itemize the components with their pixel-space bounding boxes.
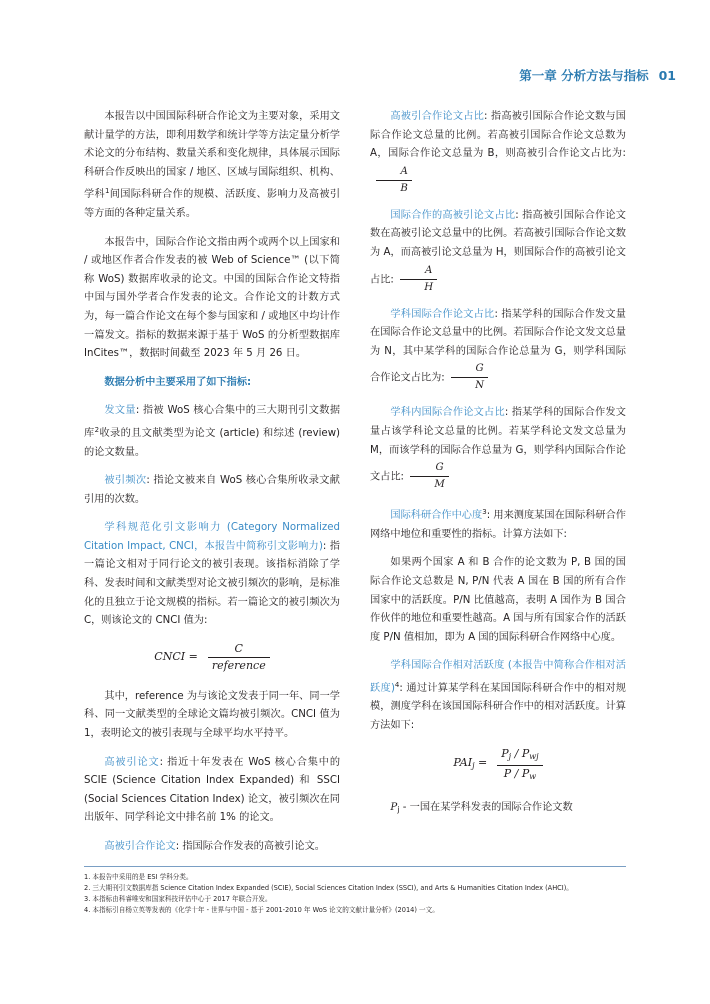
footnote-1: 1. 本报告中采用的是 ESI 学科分类。 [84,873,193,881]
indicators-heading: 数据分析中主要采用了如下指标: [104,376,252,388]
page-number: 01 [658,68,676,83]
r7-definition: 学科国际合作相对活跃度 (本报告中简称合作相对活跃度)$^4$: 通过计算某学科在某国国际科研合作中的相对规模，测度学科在该国国际科研合作中的相对活跃度。计算方法如下: [370,660,626,732]
pj-legend: $P_j$ - 一国在某学科发表的国际合作论文数 [390,801,573,814]
r5-definition: 国际科研合作中心度$^3$: 用来测度某国在国际科研合作网络中地位和重要性的指标。计算方法如下: [370,508,626,540]
r1-definition: 高被引合作论文占比: 指高被引国际合作论文数与国际合作论文总量的比例。若高被引国际合作论文总数为 A，国际合作论文总量为 B，则高被引合作论文占比为: $\frac{A}{B}$ [370,108,626,197]
r2-fraction: $\frac{A}{H}$ [400,263,437,296]
pai-formula: $PAI_j$ = $\frac{P_j / P_{wj}}{P / P_w}$ [370,746,626,785]
r6-paragraph: 如果两个国家 A 和 B 合作的论文数为 P, B 国的国际合作论文总数是 N, P/N 代表 A 国在 B 国的所有合作国家中的活跃度。P/N 比值越高，表明 A 国作为 B 国合作伙伴的地位和重要性越高。A 国与所有国家合作的活跃度 P/N 值相加，即为 A 国的国际科研合作网络中心度。 [370,557,626,643]
intro-paragraph: 本报告以中国国际科研合作论文为主要对象，采用文献计量学的方法，即利用数学和统计学等方法定量分析学术论文的分布结构、数量关系和变化规律，具体展示国际科研合作反映出的国家 / 地区、区域与国际组织、机构、学科$^1$间国际科研合作的规模、活跃度、影响力及高被引等方面的各种定量关系。 [84,111,341,219]
cnci-definition: 学科规范化引文影响力 (Category Normalized Citation Impact, CNCI，本报告中简称引文影响力): 指一篇论文相对于同行论文的被引表现。该指标消除了学科、发表时间和文献类型对论文被引频次的影响，是标准化的且独立于论文规模的指标。若一篇论文的被引频次为 C，则该论文的 CNCI 值为: [84,522,340,627]
footnote-3: 3. 本指标由科睿唯安和国家科技评估中心于 2017 年联合开发。 [84,895,272,903]
r3-definition: 学科国际合作论文占比: 指某学科的国际合作发文量在国际合作论文总量中的比例。若国际合作论文发文总量为 N，其中某学科的国际合作论总量为 G，则学科国际合作论文占比为: $\frac{G}{N}$ [370,306,626,395]
footnote-4: 4. 本指标引自杨立英等发表的《化学十年 - 世界与中国 - 基于 2001-2010 年 WoS 论文的文献计量分析》(2014) 一文。 [84,906,439,914]
beiyin-definition: 被引频次: 指论文被来自 WoS 核心合集所收录文献引用的次数。 [84,475,340,505]
footnote-divider [84,866,626,867]
fawen-definition: 发文量: 指被 WoS 核心合集中的三大期刊引文数据库$^2$收录的且文献类型为论文 (article) 和综述 (review) 的论文数量。 [84,405,341,458]
reference-paragraph: 其中，reference 为与该论文发表于同一年、同一学科、同一文献类型的全球论文篇均被引频次。CNCI 值为 1，表明论文的被引表现与全球平均水平持平。 [84,690,340,740]
footnote-2: 2. 三大期刊引文数据库指 Science Citation Index Expanded (SCIE), Social Sciences Citation Index (SSCI), and Arts & Humanities Citation Index (AHCI)。 [84,884,573,892]
r4-fraction: $\frac{G}{M}$ [410,460,449,493]
definition-paragraph: 本报告中，国际合作论文指由两个或两个以上国家和 / 或地区作者合作发表的被 Web of Science™ (以下简称 WoS) 数据库收录的论文。中国的国际合作论文特指中国与国外学者合作发表的论文。合作论文的计数方式为，每一篇合作论文在每个参与国家和 / 或地区中均计作一篇发文。指标的数据来源于基于 WoS 的分析型数据库 InCites™，数据时间截至 2023 年 5 月 26 日。 [84,236,340,360]
page-header [519,66,676,84]
left-column [84,108,340,867]
chapter-title: 第一章 分析方法与指标 [519,68,649,83]
r2-definition: 国际合作的高被引论文占比: 指高被引国际合作论文数在高被引论文总量中的比例。若高被引国际合作论文数为 A，而高被引论文总量为 H，则国际合作的高被引论文占比: $\frac{A}{H}$ [370,207,626,296]
gaobei-definition: 高被引论文: 指近十年发表在 WoS 核心合集中的 SCIE (Science Citation Index Expanded) 和 SSCI (Social Sciences Citation Index) 论文，被引频次在同出版年、同学科论文中排名前 1% 的论文。 [84,756,341,824]
footnotes [84,872,644,916]
r4-definition: 学科内国际合作论文占比: 指某学科的国际合作发文量占该学科论文总量的比例。若某学科论文发文总量为 M，而该学科的国际合作总量为 G，则学科内国际合作论文占比: $\frac{G}{M}$ [370,404,626,493]
r1-fraction: $\frac{A}{B}$ [376,164,412,197]
gbhz-definition: 高被引合作论文: 指国际合作发表的高被引论文。 [104,841,325,852]
cnci-formula: CNCI = $\frac{C}{\text{reference}}$ [84,641,340,674]
r3-fraction: $\frac{G}{N}$ [451,361,488,394]
right-column [370,108,626,829]
